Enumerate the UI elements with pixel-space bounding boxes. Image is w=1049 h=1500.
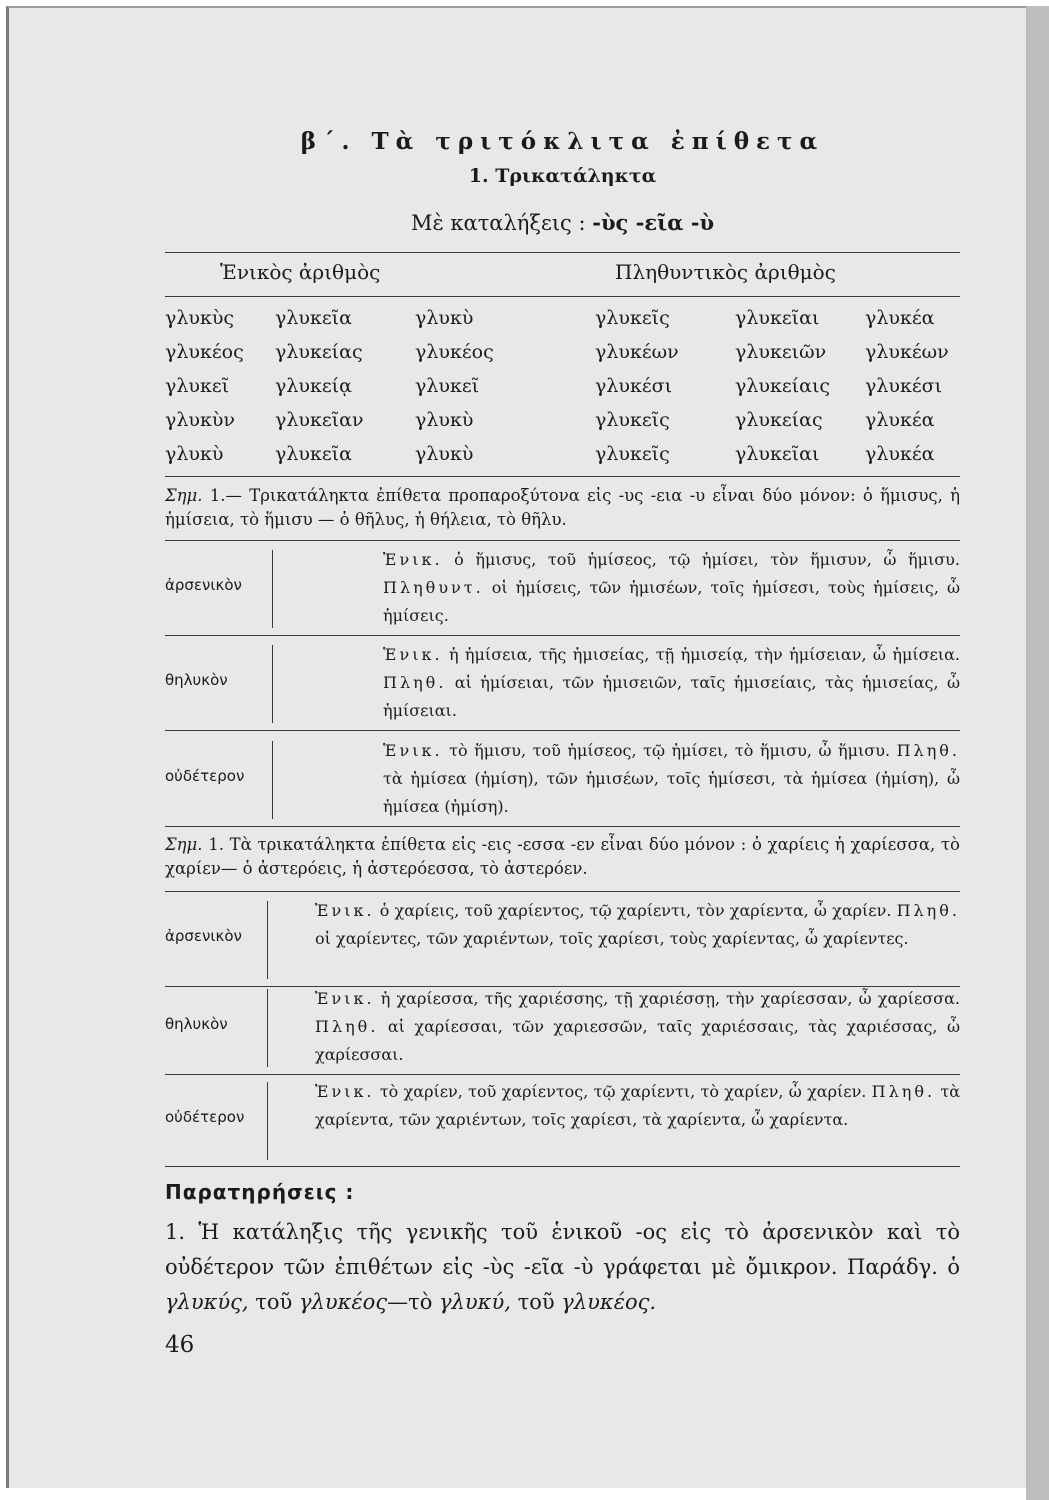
plural-forms: οἱ χαρίεντες, τῶν χαριέντων, τοῖς χαρίεσι, τοὺς χαρίεντας, ὦ χαρίεντες. [315,929,909,948]
note-2 [165,833,960,881]
table-row [165,443,960,477]
table-cell: γλυκεῖαι [735,307,820,329]
table-cell: γλυκέος [415,341,494,363]
number-label: Πληθ. [896,901,960,920]
article: τοῦ [255,1290,293,1314]
table-cell: γλυκεῖα [275,443,352,465]
rule [165,826,960,827]
subsection-title: 1. Τρικατάληκτα [468,165,657,187]
table-row [165,341,960,375]
note-label: Σημ. [165,835,203,854]
form-text [383,546,960,630]
gender-label: θηλυκὸν [165,671,228,689]
table-cell: γλυκεῖς [595,443,670,465]
header-singular: Ἑνικὸς ἀριθμὸς [220,260,381,284]
number-label: Ἑνικ. [383,550,443,569]
form-text [315,1078,960,1134]
brace-bar [272,741,273,819]
table-cell: γλυκεῖα [275,307,352,329]
number-label: Ἑνικ. [315,1082,375,1101]
number-label: Ἑνικ. [315,989,375,1008]
form-text [383,641,960,725]
singular-forms: ἡ ἡμίσεια, τῆς ἡμισείας, τῇ ἡμισείᾳ, τὴν ἡμίσειαν, ὦ ἡμίσεια. [448,645,960,664]
rule [165,635,960,636]
endings-label: Μὲ καταλήξεις : [410,211,586,235]
table-cell: γλυκείαις [735,375,831,397]
table-cell: γλυκεῖ [415,375,480,397]
brace-bar [267,989,268,1067]
table-cell: γλυκεῖς [595,307,670,329]
article: τοῦ [517,1290,555,1314]
section-title: β΄. Τὰ τριτόκλιτα ἐπίθετα [300,128,825,155]
brace-bar [272,645,273,723]
rule [165,296,960,297]
number-label: Ἑνικ. [383,645,443,664]
number-label: Πληθυντ. [383,578,484,597]
gender-label: ἀρσενικὸν [165,927,242,945]
plural-forms: τὰ ἡμίσεα (ἡμίση), τῶν ἡμισέων, τοῖς ἡμίσεσι, τὰ ἡμίσεα (ἡμίση), ὦ ἡμίσεα (ἡμίση). [383,769,960,816]
rule [165,540,960,541]
plural-forms: αἱ χαρίεσσαι, τῶν χαριεσσῶν, ταῖς χαριέσσαις, τὰς χαριέσσας, ὦ χαρίεσσαι. [315,1017,960,1064]
rule [165,1166,960,1167]
example-word: γλυκέος— [299,1290,409,1314]
table-cell: γλυκὺ [165,443,224,465]
table-row [165,409,960,443]
article: τὸ [408,1290,433,1314]
number-label: Πληθ. [383,673,447,692]
page-number: 46 [165,1332,195,1358]
endings-values: -ὺς -εῖα -ὺ [592,210,715,235]
rule [165,476,960,477]
table-cell: γλυκεῖαι [735,443,820,465]
table-cell: γλυκεῖς [595,409,670,431]
gender-label: οὐδέτερον [165,767,245,785]
table-cell: γλυκὺ [415,409,474,431]
table-row [165,307,960,341]
table-cell: γλυκέσι [865,375,943,397]
singular-forms: τὸ ἥμισυ, τοῦ ἡμίσεος, τῷ ἡμίσει, τὸ ἥμισυ, ὦ ἥμισυ. [449,741,891,760]
rule [165,252,960,253]
rule [165,891,960,892]
form-text [383,737,960,821]
singular-forms: τὸ χαρίεν, τοῦ χαρίεντος, τῷ χαρίεντι, τὸ χαρίεν, ὦ χαρίεν. [379,1082,867,1101]
table-cell: γλυκέα [865,307,935,329]
table-cell: γλυκὺς [165,307,235,329]
gender-label: ἀρσενικὸν [165,576,242,594]
rule [165,1074,960,1075]
note-label: Σημ. [165,486,203,505]
table-cell: γλυκέσι [595,375,673,397]
note-text: 1. Τὰ τρικατάληκτα ἐπίθετα εἰς -εις -εσσα -εν εἶναι δύο μόνον : ὁ χαρίεις ἡ χαρίεσσα, τὸ χαρίεν— ὁ ἀστερόεις, ἡ ἀστερόεσσα, τὸ ἀστερόεν. [165,835,960,878]
singular-forms: ἡ χαρίεσσα, τῆς χαριέσσης, τῇ χαριέσσῃ, τὴν χαρίεσσαν, ὦ χαρίεσσα. [380,989,960,1008]
number-label: Πληθ. [315,1017,379,1036]
example-word: γλυκέος. [561,1290,657,1314]
number-label: Πληθ. [871,1082,936,1101]
note-1 [165,484,960,532]
table-cell: γλυκεῖαν [275,409,364,431]
table-cell: γλυκὺν [165,409,235,431]
singular-forms: ὁ ἥμισυς, τοῦ ἡμίσεος, τῷ ἡμίσει, τὸν ἥμισυν, ὦ ἥμισυ. [454,550,960,569]
page-spine-edge [1026,6,1049,1500]
number-label: Πληθ. [896,741,960,760]
singular-forms: ὁ χαρίεις, τοῦ χαρίεντος, τῷ χαρίεντι, τὸν χαρίεντα, ὦ χαρίεν. [379,901,892,920]
observation-text: 1. Ἡ κατάληξις τῆς γενικῆς τοῦ ἑνικοῦ -ος εἰς τὸ ἀρσενικὸν καὶ τὸ οὐδέτερον τῶν ἐπιθέτων εἰς -ὺς -εῖα -ὺ γράφεται μὲ ὄμικρον. Παράδγ. ὁ [165,1220,960,1279]
table-cell: γλυκείᾳ [275,375,352,397]
brace-bar [267,1082,268,1160]
number-label: Ἑνικ. [383,741,443,760]
table-cell: γλυκεῖ [165,375,230,397]
plural-forms: οἱ ἡμίσεις, τῶν ἡμισέων, τοῖς ἡμίσεσι, τοὺς ἡμίσεις, ὦ ἡμίσεις. [383,578,961,625]
plural-forms: τὰ χαρίεντα, τῶν χαριέντων, τοῖς χαρίεσι, τὰ χαρίεντα, ὦ χαρίεντα. [315,1082,961,1129]
example-word: γλυκύς, [165,1290,249,1314]
gender-label: οὐδέτερον [165,1108,245,1126]
table-cell: γλυκείας [275,341,363,363]
brace-bar [272,550,273,628]
example-word: γλυκύ, [439,1290,511,1314]
note-text: 1.— Τρικατάληκτα ἐπίθετα προπαροξύτονα εἰς -υς -εια -υ εἶναι δύο μόνον: ὁ ἥμισυς, ἡ ἡμίσεια, τὸ ἥμισυ — ὁ θῆλυς, ἡ θήλεια, τὸ θῆλυ. [165,486,960,529]
table-cell: γλυκὺ [415,443,474,465]
table-cell: γλυκειῶν [735,341,827,363]
table-cell: γλυκέος [165,341,244,363]
plural-forms: αἱ ἡμίσειαι, τῶν ἡμισειῶν, ταῖς ἡμισείαις, τὰς ἡμισείας, ὦ ἡμίσειαι. [383,673,960,720]
table-row [165,375,960,409]
table-cell: γλυκέα [865,409,935,431]
observation-1 [165,1215,960,1320]
brace-bar [267,901,268,979]
rule [165,730,960,731]
table-cell: γλυκέων [595,341,679,363]
gender-label: θηλυκὸν [165,1015,228,1033]
table-cell: γλυκέων [865,341,949,363]
header-plural: Πληθυντικὸς ἀριθμὸς [615,260,836,284]
form-text [315,897,960,953]
number-label: Ἑνικ. [315,901,375,920]
table-cell: γλυκείας [735,409,823,431]
table-cell: γλυκὺ [415,307,474,329]
observations-title: Παρατηρήσεις : [165,1180,355,1204]
form-text [315,985,960,1069]
endings-line [165,210,960,235]
table-cell: γλυκέα [865,443,935,465]
